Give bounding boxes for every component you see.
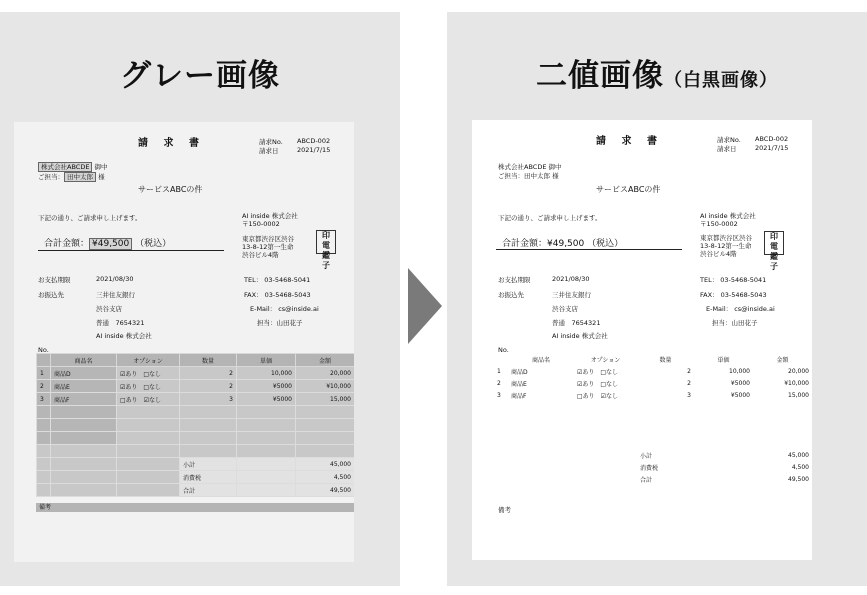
table-header-row [37,354,355,367]
col-option: オプション [117,354,180,367]
bw-memo-label: 備考 [498,506,511,514]
table-row-empty [37,432,355,445]
bw-table-row: 3 商品F □あり ☑なし 3 ¥5000 15,000 [497,391,809,400]
bw-bank-branch: 渋谷支店 [552,305,578,313]
bw-contact-suffix: 様 [552,172,559,180]
bw-tax-note: （税込） [587,239,624,249]
bw-subtotal: 45,000 [788,451,809,459]
total-label: 合計金額： [44,239,90,249]
bw-total-amount: ¥49,500 [547,239,585,249]
bw-col-qty: 数量 [659,356,672,364]
bw-items-table [494,353,812,485]
bank-name: 三井住友銀行 [96,291,135,299]
email: E-Mail： cs@inside.ai [250,305,319,313]
table-row: 3 商品F □あり ☑なし 3 ¥5000 15,000 [37,393,355,406]
gray-image-heading: グレー画像 [120,58,280,94]
bw-grand-label: 合計 [640,476,653,484]
bw-invoice-date-label: 請求日 [717,145,737,153]
bw-contact-name: 田中太郎 [524,172,550,180]
binary-heading-sub: （白黒画像） [664,70,778,91]
bw-bank-label: お振込先 [498,291,524,299]
bank-account: 普通 7654321 [96,319,145,327]
bw-subtotal-row [494,449,812,461]
invoice-no: ABCD-002 [297,137,331,145]
bw-company-seal: 印 電 鑑 子 [764,231,784,255]
table-row-empty [37,419,355,432]
person-label: 担当： [257,319,277,327]
bw-invoice-date: 2021/7/15 [755,144,789,152]
subtotal-label: 小計 [180,458,237,471]
bw-subject: サービスABCの件 [596,185,661,194]
bw-table-row: 2 商品E ☑あり □なし 2 ¥5000 ¥10,000 [497,379,809,388]
conversion-arrow-icon [408,268,442,344]
bank-holder: AI inside 株式会社 [96,332,152,340]
bw-due-label: お支払期限 [498,276,531,284]
tax-note: （税込） [135,239,172,249]
col-amount: 金額 [296,354,355,367]
total-amount: ¥49,500 [89,238,132,250]
bw-due-date: 2021/08/30 [552,275,590,283]
tax-label: 消費税 [180,471,237,484]
bw-client-suffix: 御中 [548,163,562,171]
bw-table-header-row [494,353,812,365]
client-company: 株式会社ABCDE [38,162,92,172]
bw-issuer-address1: 東京都渋谷区渋谷 [700,234,752,242]
bw-col-price: 単価 [717,356,730,364]
invoice-date-label: 請求日 [259,147,279,155]
bw-tax-label: 消費税 [640,464,659,472]
table-row-empty [37,406,355,419]
grand-total: 49,500 [296,484,355,497]
bw-subtotal-label: 小計 [640,452,653,460]
bw-intro-text: 下記の通り、ご請求申し上げます。 [498,214,602,222]
bw-bank-account: 普通 7654321 [552,319,601,327]
intro-text: 下記の通り、ご請求申し上げます。 [38,214,142,222]
bw-total-underline [496,249,682,250]
bank-label: お振込先 [38,291,64,299]
table-row-empty [37,445,355,458]
due-label: お支払期限 [38,276,71,284]
invoice-title: 請 求 書 [138,138,205,149]
issuer-address1: 東京都渋谷区渋谷 [242,235,294,243]
binary-invoice [472,120,812,560]
client-suffix: 御中 [94,163,108,171]
bw-email: E-Mail： cs@inside.ai [706,305,775,313]
bw-invoice-no-label: 請求No. [717,136,741,144]
bw-tax: 4,500 [791,463,809,471]
col-price: 単価 [237,354,296,367]
tax-row [37,471,355,484]
bw-person-label: 担当： [712,319,732,327]
col-qty: 数量 [180,354,237,367]
fax: FAX： 03-5468-5043 [244,291,311,299]
binary-image-heading [447,50,867,95]
table-row: 1 商品D ☑あり □なし 2 10,000 20,000 [37,367,355,380]
no-column-label: No. [38,346,49,354]
bw-table-row: 1 商品D ☑あり □なし 2 10,000 20,000 [497,367,809,376]
bw-fax: FAX： 03-5468-5043 [700,291,767,299]
subject: サービスABCの件 [138,185,203,194]
bw-contact-label: ご担当： [498,172,524,180]
bw-grand-total-row [494,473,812,485]
bw-invoice-no: ABCD-002 [755,135,789,143]
issuer-company: AI inside 株式会社 [242,212,298,220]
invoice-date: 2021/7/15 [297,146,331,154]
contact-suffix: 様 [98,173,105,181]
issuer-zip: 〒150-0002 [242,220,280,228]
bw-invoice-title: 請 求 書 [596,136,663,147]
memo-label: 備考 [36,503,354,512]
tel: TEL： 03-5468-5041 [244,276,311,284]
table-row: 2 商品E ☑あり □なし 2 ¥5000 ¥10,000 [37,380,355,393]
bw-tax-row [494,461,812,473]
bw-no-column-label: No. [498,346,509,354]
issuer-address3: 渋谷ビル4階 [242,251,279,259]
contact-name: 田中太郎 [64,172,96,182]
items-table [36,353,354,497]
bw-issuer-address3: 渋谷ビル4階 [700,250,737,258]
grand-label: 合計 [180,484,237,497]
bw-client-company: 株式会社ABCDE [498,163,547,171]
issuer-address2: 13-8-12第一生命 [242,243,294,251]
bw-col-option: オプション [590,356,621,364]
tax: 4,500 [296,471,355,484]
binary-heading-main: 二値画像 [536,58,664,94]
due-date: 2021/08/30 [96,275,134,283]
invoice-no-label: 請求No. [259,138,283,146]
bw-col-name: 商品名 [531,356,550,364]
bw-col-amount: 金額 [776,356,789,364]
bank-branch: 渋谷支店 [96,305,122,313]
contact-label: ご担当： [38,173,64,181]
bw-tel: TEL： 03-5468-5041 [700,276,767,284]
bw-bank-holder: AI inside 株式会社 [552,332,608,340]
bw-person-name: 山田花子 [731,319,758,327]
subtotal: 45,000 [296,458,355,471]
total-underline [38,250,224,251]
grand-total-row [37,484,355,497]
subtotal-row [37,458,355,471]
col-name: 商品名 [51,354,117,367]
person-name: 山田花子 [276,319,303,327]
bw-issuer-company: AI inside 株式会社 [700,212,756,220]
bw-grand-total: 49,500 [788,475,809,483]
bw-bank-name: 三井住友銀行 [552,291,591,299]
bw-total-label: 合計金額： [502,239,548,249]
gray-invoice [14,122,354,562]
company-seal: 印 電 鑑 子 [316,230,336,254]
bw-issuer-zip: 〒150-0002 [700,220,738,228]
bw-issuer-address2: 13-8-12第一生命 [700,242,752,250]
